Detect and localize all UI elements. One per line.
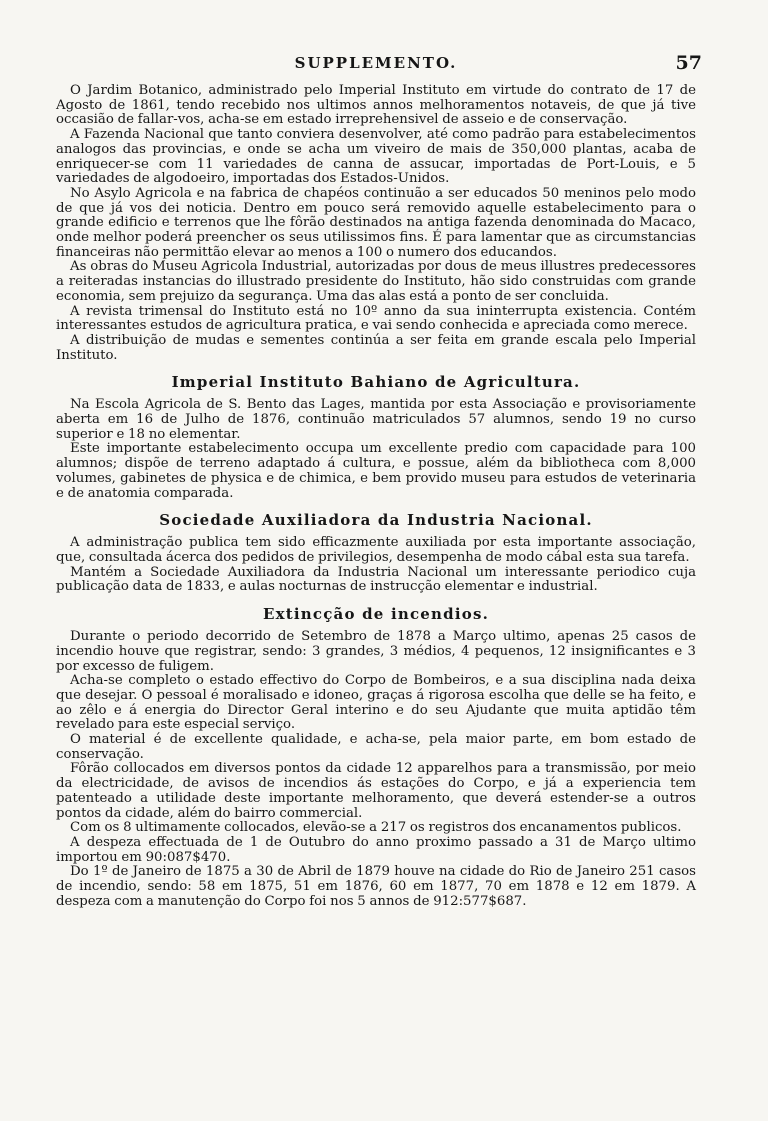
running-title: SUPPLEMENTO. xyxy=(294,54,458,72)
paragraph-fazenda-nacional: A Fazenda Nacional que tanto conviera desenvolver, até como padrão para estabelecimentos analogos das provincias, e onde se acha um viveiro de mais de 350,000 plantas, acaba de enriquecer-se com 11 variedades de canna de assucar, importadas de Port-Louis, e 5 variedades de algodoeiro, importadas dos Estados-Unidos. xyxy=(56,127,696,187)
intro-section xyxy=(56,84,696,363)
section-extinccao-incendios xyxy=(56,605,696,909)
paragraph-asylo-agricola: No Asylo Agricola e na fabrica de chapéos continuão a ser educados 50 meninos pelo modo de que já vos dei noticia. Dentro em pouco será removido aquelle estabelecimento para o grande edificio e terrenos que lhe fôrão destinados na antiga fazenda denominada do Macaco, onde melhor poderá preencher os seus utilissimos fins. É para lamentar que as circumstancias financeiras não permittão elevar ao menos a 100 o numero dos educandos. xyxy=(56,185,696,260)
paragraph-escola-agricola: Na Escola Agricola de S. Bento das Lages, mantida por esta Associação e provisoriamente aberta em 16 de Julho de 1876, continuão matriculados 57 alumnos, sendo 19 no curso superior e 18 no elementar. xyxy=(56,397,696,442)
section-heading: Imperial Instituto Bahiano de Agricultura. xyxy=(171,373,581,392)
paragraph-despeza-effectuada: A despeza effectuada de 1 de Outubro do anno proximo passado a 31 de Março ultimo importou em 90:087$470. xyxy=(56,834,696,865)
paragraph-estabelecimento: Este importante estabelecimento occupa um excellente predio com capacidade para 100 alumnos; dispõe de terreno adaptado á cultura, e possue, além da bibliotheca com 8,000 volumes, gabinetes de physica e de chimica, e bem provido museu para estudos de veterinaria e de anatomia comparada. xyxy=(56,441,696,501)
running-head xyxy=(56,52,702,78)
paragraph-jardim-botanico: O Jardim Botanico, administrado pelo Imperial Instituto em virtude do contrato de 17 de Agosto de 1861, tendo recebido nos ultimos annos melhoramentos notaveis, de que já tive occasião de fallar-vos, acha-se em estado irreprehensivel de asseio e de conservação. xyxy=(56,83,696,128)
paragraph-distribuicao-mudas: A distribuição de mudas e sementes continúa a ser feita em grande escala pelo Imperial Instituto. xyxy=(56,332,696,363)
section-heading: Sociedade Auxiliadora da Industria Nacional. xyxy=(159,511,593,530)
document-page xyxy=(56,52,702,909)
paragraph-corpo-bombeiros: Acha-se completo o estado effectivo do Corpo de Bombeiros, e a sua disciplina nada deixa que desejar. O pessoal é moralisado e idoneo, graças á rigorosa escolha que delle se ha feito, e ao zêlo e á energia do Director Geral interino e do seu Ajudante que muita aptidão têm revelado para este especial serviço. xyxy=(56,673,696,733)
page-number: 57 xyxy=(675,52,702,74)
paragraph-casos-incendio: Do 1º de Janeiro de 1875 a 30 de Abril de 1879 houve na cidade do Rio de Janeiro 251 casos de incendio, sendo: 58 em 1875, 51 em 1876, 60 em 1877, 70 em 1878 e 12 em 1879. A despeza com a manutenção do Corpo foi nos 5 annos de 912:577$687. xyxy=(56,864,696,909)
paragraph-museu-agricola: As obras do Museu Agricola Industrial, autorizadas por dous de meus illustres predecessores a reiteradas instancias do illustrado presidente do Instituto, hão sido construidas com grande economia, sem prejuizo da segurança. Uma das alas está a ponto de ser concluida. xyxy=(56,259,696,304)
paragraph-periodo-incendios: Durante o periodo decorrido de Setembro de 1878 a Março ultimo, apenas 25 casos de incendio houve que registrar, sendo: 3 grandes, 3 médios, 4 pequenos, 12 insignificantes e 3 por excesso de fuligem. xyxy=(56,629,696,674)
paragraph-registros-encanamentos: Com os 8 ultimamente collocados, elevão-se a 217 os registros dos encanamentos publicos. xyxy=(70,820,682,836)
section-instituto-bahiano xyxy=(56,373,696,501)
paragraph-administracao-publica: A administração publica tem sido efficazmente auxiliada por esta importante associação, que, consultada ácerca dos pedidos de privilegios, desempenha de modo cábal esta sua tarefa. xyxy=(56,535,696,565)
section-sociedade-auxiliadora xyxy=(56,511,696,595)
paragraph-apparelhos-transmissao: Fôrão collocados em diversos pontos da cidade 12 apparelhos para a transmissão, por meio da electricidade, de avisos de incendios ás estações do Corpo, e já a experiencia tem patenteado a utilidade deste importante melhoramento, que deverá estender-se a outros pontos da cidade, além do bairro commercial. xyxy=(56,761,696,821)
section-heading: Extincção de incendios. xyxy=(262,605,490,624)
paragraph-material: O material é de excellente qualidade, e acha-se, pela maior parte, em bom estado de conservação. xyxy=(56,732,696,762)
paragraph-revista-trimensal: A revista trimensal do Instituto está no 10º anno da sua ininterrupta existencia. Contém interessantes estudos de agricultura pratica, e vai sendo conhecida e apreciada como merece. xyxy=(56,303,696,334)
paragraph-periodico: Mantém a Sociedade Auxiliadora da Industria Nacional um interessante periodico cuja publicação data de 1833, e aulas nocturnas de instrucção elementar e industrial. xyxy=(56,564,696,595)
